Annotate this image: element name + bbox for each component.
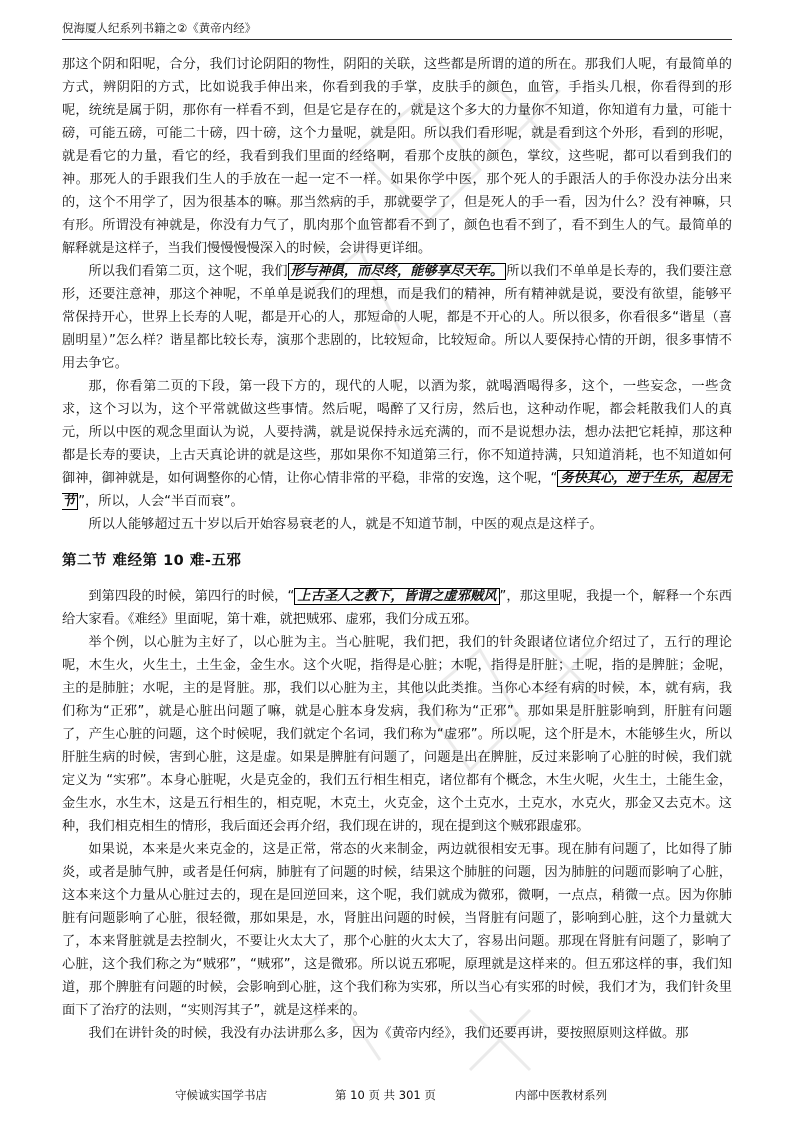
paragraph-5-text-a: 到第四段的时候，第四行的时候，“ <box>88 589 295 604</box>
boxed-quote-2: 务快其心，逆于生乐，起居无节 <box>62 471 732 509</box>
paragraph-2-text-a: 所以我们看第二页，这个呢，我们 <box>88 264 288 279</box>
paragraph-7: 如果说，本来是火来克金的，这是正常，常态的火来制金，两边就很相安无事。现在肺有问题了，比如得了肺炎，或者是肺气肿，或者是任何病，肺脏有了问题的时候，结果这个肺脏的问题，因为肺脏的问题而影响了心脏，这本来这个力量从心脏过去的，现在是回逆回来，这个呢，我们就成为微邪，微啊，一点点，稍微一点。因为你肺脏有问题影响了心脏，很轻微，那如果是，水，肾脏出问题的时候，当肾脏有问题了，影响到心脏，这个力量就大了，本来肾脏就是去控制火，不要让火太大了，那个心脏的火太大了，容易出问题。那现在肾脏有问题了，影响了心脏，这个我们称之为“贼邪”，“贼邪”，这是微邪。所以说五邪呢，原理就是这样来的。但五邪这样的事，我们知道，那个脾脏有问题的时候，会影响到心脏，这个我们称为实邪，所以当心有实邪的时候，我们才为，我们针灸里面下了治疗的法则，“实则泻其子”，就是这样来的。 <box>62 842 732 1018</box>
page-header <box>62 20 732 40</box>
section-title: 第二节 难经第 10 难-五邪 <box>62 553 242 569</box>
paragraph-4: 所以人能够超过五十岁以后开始容易衰老的人，就是不知道节制，中医的观点是这样子。 <box>88 517 603 532</box>
footer-right: 内部中医教材系列 <box>515 1088 607 1102</box>
boxed-quote-3: 上古圣人之教下，皆谓之虚邪贼风 <box>294 588 499 605</box>
paragraph-3 <box>62 375 732 513</box>
boxed-quote-1: 形与神俱，而尽终，能够享尽天年。 <box>288 263 507 280</box>
paragraph-2 <box>62 260 732 375</box>
paragraph-2-text-b: 所以我们不单单是长寿的，我们要注意形，还要注意神，那这个神呢，不单单是说我们的理想，而是我们的精神，所有精神就是说，要没有欲望，能够平常保持开心，世界上长寿的人呢，都是开心的人，那短命的人呢，都是不开心的人。所以很多，你看很多“谐星（喜剧明星）”怎么样？谐星都比较长寿，演那个悲剧的，比较短命，比较短命。所以人要保持心情的开朗，很多事情不用去争它。 <box>62 264 733 371</box>
page-content <box>62 53 732 1045</box>
paragraph-8: 我们在讲针灸的时候，我没有办法讲那么多，因为《黄帝内经》，我们还要再讲，要按照原则这样做。那 <box>88 1026 689 1041</box>
footer-left: 守候诚实国学书店 <box>175 1088 267 1102</box>
paragraph-3-text-a: 那，你看第二页的下段，第一段下方的，现代的人呢，以酒为浆，就喝酒喝得多，这个，一些妄念，一些贪求，这个习以为，这个平常就做这些事情。然后呢，喝醉了又行房，然后也，这种动作呢，都会耗散我们人的真元，所以中医的观念里面认为说，人要持满，就是说保持永远充满的，而不是说想办法，想办法把它耗掉，那这种都是长寿的要诀，上古天真论讲的就是这些，那如果你不知道第三行，你不知道持满，只知道消耗，也不知道如何御神，御神就是，如何调整你的心情，让你心情非常的平稳，非常的安逸，这个呢，“ <box>62 379 732 486</box>
paragraph-3-text-b: ”，所以，人会“半百而衰”。 <box>78 494 244 509</box>
paragraph-1: 那这个阴和阳呢，合分，我们讨论阴阳的物性，阴阳的关联，这些都是所谓的道的所在。那我们人呢，有最简单的方式，辨阴阳的方式，比如说我手伸出来，你看到我的手掌，皮肤手的颜色，血管，手指头几根，你看得到的形呢，统统是属于阴，那你有一样看不到，但是它是存在的，就是这个多大的力量你不知道，你知道有力量，可能十磅，可能五磅，可能二十磅，四十磅，这个力量呢，就是阳。所以我们看形呢，就是看到这个外形，看到的形呢，就是看它的力量，看它的经，我看到我们里面的经络啊，看那个皮肤的颜色，掌纹，这些呢，都可以看到我们的神。那死人的手跟我们生人的手放在一起一定不一样。如果你学中医，那个死人的手跟活人的手你没办法分出来的，这个不用学了，因为很基本的嘛。那当然病的手，那就要学了，但是死人的手一看，因为什么？没有神嘛，只有形。所谓没有神就是，你没有力气了，肌肉那个血管都看不到了，颜色也看不到了，看不到生人的气。最简单的解释就是这样子，当我们慢慢慢慢深入的时候，会讲得更详细。 <box>62 57 732 256</box>
paragraph-6: 举个例，以心脏为主好了，以心脏为主。当心脏呢，我们把，我们的针灸跟诸位诸位介绍过了，五行的理论呢，木生火，火生土，土生金，金生水。这个火呢，指得是心脏；木呢，指得是肝脏；土呢，指的是脾脏；金呢，主的是肺脏；水呢，主的是肾脏。那，我们以心脏为主，其他以此类推。当你心本经有病的时候，本，就有病，我们称为“正邪”，就是心脏出问题了嘛，就是心脏本身发病，我们称为“正邪”。那如果是肝脏影响到，肝脏有问题了，产生心脏的问题，这个时候呢，我们就定个名词，我们称为“虚邪”。所以呢，这个肝是木，木能够生火，所以肝脏生病的时候，害到心脏，这是虚。如果是脾脏有问题了，问题是出在脾脏，反过来影响了心脏的时候，我们就定义为 “实邪”。本身心脏呢，火是克金的，我们五行相生相克，诸位都有个概念，木生火呢，火生土，土能生金，金生水，水生木，这是五行相生的，相克呢，木克土，火克金，这个土克水，土克水，水克火，那金又去克木。这种，我们相克相生的情形，我后面还会再介绍，我们现在讲的，现在提到这个贼邪跟虚邪。 <box>62 635 732 834</box>
paragraph-5-text-b: ”，那这里呢，我提一个，解释一个东西给大家看。《难经》里面呢，第十难，就把贼邪、虚邪，我们分成五邪。 <box>62 589 732 627</box>
header-title: 倪海厦人纪系列书籍之②《黄帝内经》 <box>62 21 257 35</box>
footer-page-number: 第 10 页 共 301 页 <box>335 1088 436 1102</box>
paragraph-5 <box>62 585 732 631</box>
